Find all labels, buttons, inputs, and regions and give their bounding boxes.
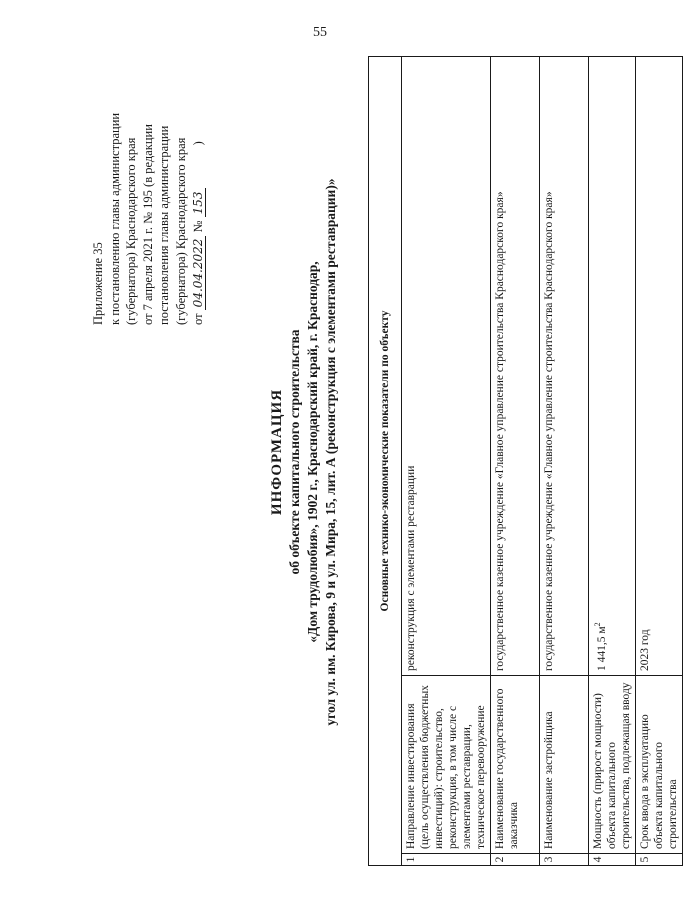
row-number: 2: [491, 854, 540, 866]
date-prefix: от: [190, 313, 205, 325]
appendix-line: (губернатора) Краснодарского края: [124, 137, 139, 325]
handwritten-date: 04.04.2022: [192, 236, 206, 311]
row-name: Направление инвестирования (цель осуществления бюджетных инвестиций): строительство, реконструкция, в том числе с элементами реставрации, техническое перевооружение: [402, 676, 491, 854]
row-number: 4: [589, 854, 636, 866]
row-number: 5: [636, 854, 683, 866]
row-value: реконструкция с элементами реставрации: [402, 56, 491, 675]
page-number: 55: [313, 25, 327, 40]
appendix-block: [90, 40, 206, 325]
table-row: [540, 56, 589, 865]
title-line: угол ул. им. Кирова, 9 и ул. Мира, 15, лит. А (реконструкция с элементами реставрации)»: [323, 178, 338, 726]
appendix-line: к постановлению главы администрации: [107, 112, 122, 325]
table-row: [589, 56, 636, 865]
row-value: государственное казенное учреждение «Главное управление строительства Краснодарского края»: [540, 56, 589, 675]
row-value: государственное казенное учреждение «Главное управление строительства Краснодарского края»: [491, 56, 540, 675]
appendix-line: от 7 апреля 2021 г. № 195 (в редакции: [140, 124, 155, 325]
table-row: [402, 56, 491, 865]
handwritten-number: 153: [192, 189, 206, 218]
document-title: [268, 152, 340, 752]
appendix-line: постановления главы администрации: [157, 125, 172, 325]
indicators-table-wrap: [368, 57, 683, 866]
row-name: Наименование государственного заказчика: [491, 676, 540, 854]
value-text: 1 441,5 м: [595, 626, 608, 671]
row-name: Мощность (прирост мощности) объекта капитального строительства, подлежащая вводу: [589, 676, 636, 854]
row-value: 2023 год: [636, 56, 683, 675]
row-value: [589, 56, 636, 675]
value-superscript: 2: [593, 622, 602, 627]
row-name: Наименование застройщика: [540, 676, 589, 854]
appendix-line: Приложение 35: [91, 242, 105, 325]
indicators-table: [368, 56, 683, 866]
title-heading: ИНФОРМАЦИЯ: [269, 388, 285, 516]
closing-paren: ): [190, 141, 205, 146]
table-row: [636, 56, 683, 865]
table-row: [491, 56, 540, 865]
appendix-date-line: [190, 40, 207, 325]
table-header: Основные технико-экономические показатели по объекту: [369, 56, 402, 865]
row-name: Срок ввода в эксплуатацию объекта капитального строительства: [636, 676, 683, 854]
appendix-line: (губернатора) Краснодарского края: [173, 137, 188, 325]
title-line: об объекте капитального строительства: [287, 329, 302, 575]
row-number: 1: [402, 854, 491, 866]
title-line: «Дом трудолюбия», 1902 г., Краснодарский край, г. Краснодар,: [305, 261, 320, 643]
number-prefix: №: [190, 220, 205, 233]
row-number: 3: [540, 854, 589, 866]
